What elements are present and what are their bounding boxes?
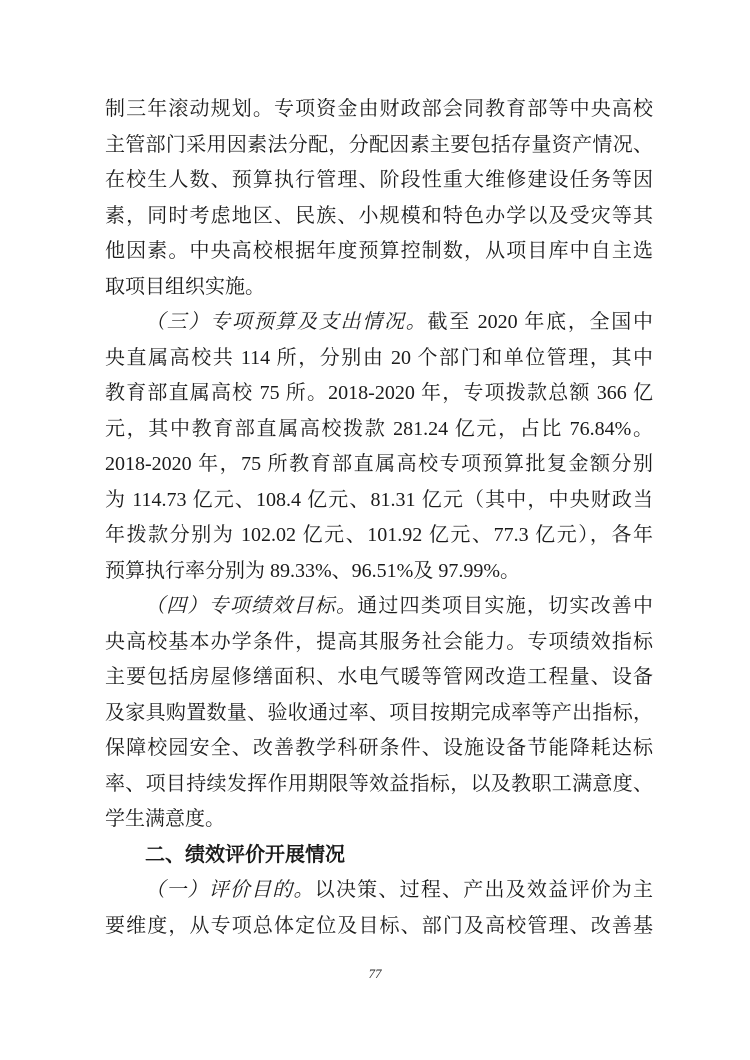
- text-line: 为 114.73 亿元、108.4 亿元、81.31 亿元（其中，中央财政当: [105, 488, 653, 511]
- text-line: 预算执行率分别为 89.33%、96.51%及 97.99%。: [105, 559, 520, 582]
- text-line: 央直属高校共 114 所，分别由 20 个部门和单位管理，其中: [105, 346, 653, 369]
- section-subheading: （三）专项预算及支出情况。: [145, 311, 428, 333]
- text-line: 主要包括房屋修缮面积、水电气暖等管网改造工程量、设备: [105, 666, 653, 688]
- section-heading: 二、绩效评价开展情况: [145, 843, 345, 866]
- text-line: 取项目组织实施。: [105, 275, 265, 298]
- text-run: 通过四类项目实施，切实改善中: [357, 595, 654, 617]
- text-line: 在校生人数、预算执行管理、阶段性重大维修建设任务等因: [105, 169, 653, 191]
- document-body: [105, 92, 653, 944]
- text-line: [105, 873, 653, 909]
- text-line: [105, 589, 653, 625]
- text-line: 率、项目持续发挥作用期限等效益指标，以及教职工满意度、: [105, 772, 653, 795]
- text-line: 2018-2020 年，75 所教育部直属高校专项预算批复金额分别: [105, 453, 653, 475]
- text-line: [105, 305, 653, 341]
- text-line: 素，同时考虑地区、民族、小规模和特色办学以及受灾等其: [105, 204, 653, 227]
- text-line: 年拨款分别为 102.02 亿元、101.92 亿元、77.3 亿元），各年: [105, 524, 653, 546]
- text-line: 央高校基本办学条件，提高其服务社会能力。专项绩效指标: [105, 630, 653, 653]
- text-line: 他因素。中央高校根据年度预算控制数，从项目库中自主选: [105, 240, 653, 262]
- text-run: 以决策、过程、产出及效益评价为主: [314, 879, 654, 901]
- text-line: 要维度，从专项总体定位及目标、部门及高校管理、改善基: [105, 914, 653, 937]
- text-line: 学生满意度。: [105, 808, 225, 830]
- text-line: 主管部门采用因素法分配，分配因素主要包括存量资产情况、: [105, 133, 653, 156]
- page-number: 77: [368, 966, 382, 981]
- text-line: 制三年滚动规划。专项资金由财政部会同教育部等中央高校: [105, 98, 653, 120]
- text-line: 及家具购置数量、验收通过率、项目按期完成率等产出指标，: [105, 701, 653, 724]
- text-line: 教育部直属高校 75 所。2018-2020 年，专项拨款总额 366 亿: [105, 382, 653, 404]
- section-subheading: （一）评价目的。: [145, 879, 315, 901]
- section-subheading: （四）专项绩效目标。: [145, 595, 358, 617]
- text-line: 元，其中教育部直属高校拨款 281.24 亿元，占比 76.84%。: [105, 417, 653, 440]
- text-run: 截至 2020 年底，全国中: [427, 311, 654, 333]
- text-line: 保障校园安全、改善教学科研条件、设施设备节能降耗达标: [105, 737, 653, 759]
